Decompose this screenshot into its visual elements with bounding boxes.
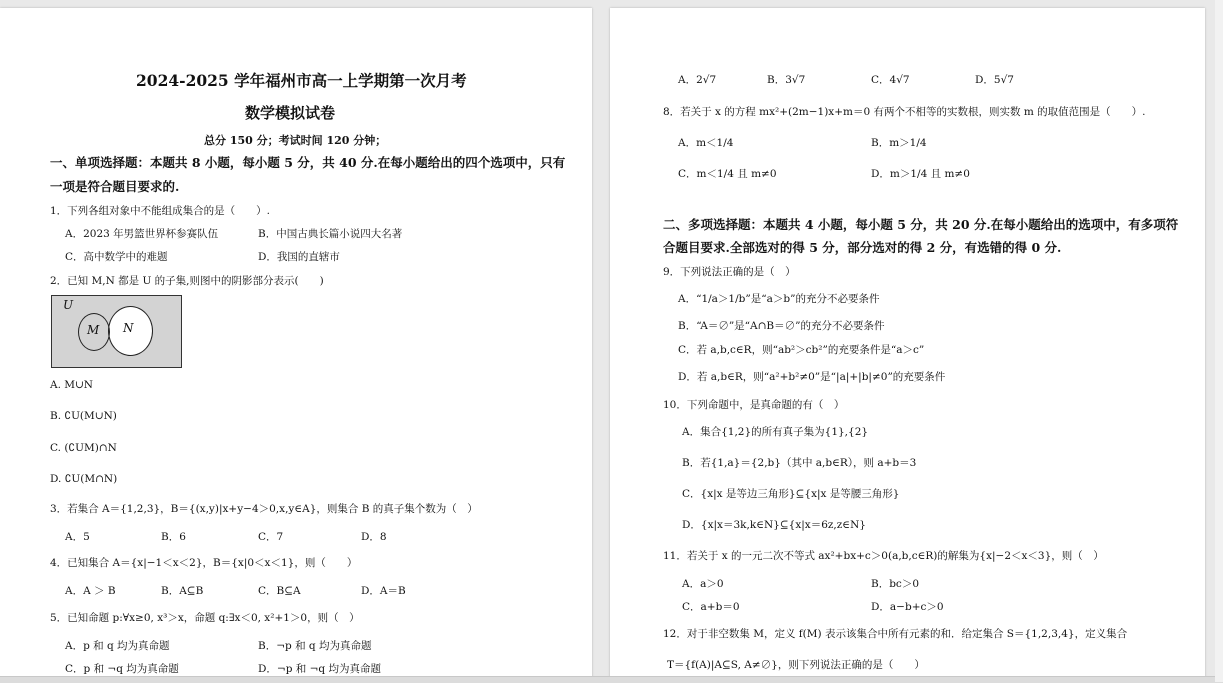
q10-option-b: B．若{1,a}＝{2,b}（其中 a,b∈R），则 a+b＝3: [682, 457, 917, 469]
venn-label-n: N: [123, 321, 134, 335]
q10-option-c: C．{x|x 是等边三角形}⊆{x|x 是等腰三角形}: [682, 488, 900, 500]
question-1: 1．下列各组对象中不能组成集合的是（ ）.: [50, 205, 271, 217]
q5-option-d: D．¬p 和 ¬q 均为真命题: [258, 663, 381, 675]
q8-option-b: B．m＞1/4: [871, 137, 927, 149]
venn-diagram: [51, 295, 182, 368]
question-12: 12．对于非空数集 M，定义 f(M) 表示该集合中所有元素的和．给定集合 S＝{1,2,3,4}，定义集合: [663, 628, 1128, 640]
exam-meta: 总分 150 分；考试时间 120 分钟；: [204, 134, 387, 147]
q10-option-a: A．集合{1,2}的所有真子集为{1},{2}: [682, 426, 869, 438]
venn-label-u: U: [63, 298, 74, 312]
q4-option-b: B．A⊆B: [161, 585, 204, 597]
q7-option-a: A．2√7: [678, 74, 717, 86]
venn-label-m: M: [87, 323, 100, 337]
q8-option-a: A．m＜1/4: [678, 137, 734, 149]
question-11: 11．若关于 x 的一元二次不等式 ax²+bx+c＞0(a,b,c∈R)的解集为{x|−2＜x＜3}，则（ ）: [663, 550, 1104, 562]
q4-option-d: D．A＝B: [361, 585, 406, 597]
q7-option-c: C．4√7: [871, 74, 910, 86]
q1-option-b: B．中国古典长篇小说四大名著: [258, 228, 403, 240]
section1-heading-line2: 一项是符合题目要求的.: [50, 179, 180, 194]
q1-option-a: A．2023 年男篮世界杯参赛队伍: [65, 228, 219, 240]
q5-option-b: B．¬p 和 q 均为真命题: [258, 640, 372, 652]
q1-option-c: C．高中数学中的难题: [65, 251, 168, 263]
q5-option-a: A．p 和 q 均为真命题: [65, 640, 170, 652]
q9-option-d: D．若 a,b∈R，则“a²+b²≠0”是“|a|+|b|≠0”的充要条件: [678, 371, 946, 383]
section2-heading-line2: 合题目要求.全部选对的得 5 分，部分选对的得 2 分，有选错的得 0 分.: [663, 240, 1062, 255]
q3-option-d: D．8: [361, 531, 387, 543]
q2-option-a: A. M∪N: [50, 379, 93, 391]
q9-option-b: B．“A＝∅”是“A∩B＝∅”的充分不必要条件: [678, 320, 885, 332]
q11-option-d: D．a−b+c＞0: [871, 601, 944, 613]
section2-heading-line1: 二、多项选择题：本题共 4 小题，每小题 5 分，共 20 分.在每小题给出的选项中，有多项符: [663, 217, 1179, 232]
question-5: 5．已知命题 p:∀x≥0, x³＞x，命题 q:∃x＜0, x²+1＞0，则（ ）: [50, 612, 360, 624]
q11-option-a: A．a＞0: [682, 578, 724, 590]
question-9: 9．下列说法正确的是（ ）: [663, 266, 796, 278]
question-10: 10．下列命题中，是真命题的有（ ）: [663, 399, 845, 411]
document-page-right: [610, 8, 1205, 682]
q7-option-d: D．5√7: [975, 74, 1014, 86]
q7-option-b: B．3√7: [767, 74, 806, 86]
q9-option-c: C．若 a,b,c∈R，则“ab²＞cb²”的充要条件是“a＞c”: [678, 344, 925, 356]
q8-option-d: D．m＞1/4 且 m≠0: [871, 168, 970, 180]
exam-subtitle: 数学模拟试卷: [245, 104, 336, 122]
question-12-line2: T＝{f(A)|A⊆S, A≠∅}，则下列说法正确的是（ ）: [667, 659, 925, 671]
q10-option-d: D．{x|x＝3k,k∈N}⊆{x|x＝6z,z∈N}: [682, 519, 866, 531]
question-4: 4．已知集合 A＝{x|−1＜x＜2}，B＝{x|0＜x＜1}，则（ ）: [50, 557, 358, 569]
q9-option-a: A．“1/a＞1/b”是“a＞b”的充分不必要条件: [678, 293, 880, 305]
question-3: 3．若集合 A＝{1,2,3}，B＝{(x,y)|x+y−4＞0,x,y∈A}，则集合 B 的真子集个数为（ ）: [50, 503, 478, 515]
question-8: 8．若关于 x 的方程 mx²+(2m−1)x+m＝0 有两个不相等的实数根，则实数 m 的取值范围是（ ）.: [663, 106, 1146, 118]
vertical-scrollbar[interactable]: [1215, 0, 1223, 682]
q2-option-b: B. ∁U(M∪N): [50, 410, 117, 422]
q3-option-a: A．5: [65, 531, 90, 543]
q2-option-d: D. ∁U(M∩N): [50, 473, 118, 485]
q8-option-c: C．m＜1/4 且 m≠0: [678, 168, 777, 180]
q3-option-b: B．6: [161, 531, 186, 543]
q3-option-c: C．7: [258, 531, 284, 543]
q1-option-d: D．我国的直辖市: [258, 251, 340, 263]
document-page-left: [0, 8, 592, 682]
question-2: 2．已知 M,N 都是 U 的子集,则图中的阴影部分表示( ): [50, 275, 324, 287]
q2-option-c: C. (∁UM)∩N: [50, 442, 117, 454]
q11-option-b: B．bc＞0: [871, 578, 919, 590]
q11-option-c: C．a+b＝0: [682, 601, 740, 613]
q5-option-c: C．p 和 ¬q 均为真命题: [65, 663, 179, 675]
section1-heading-line1: 一、单项选择题：本题共 8 小题，每小题 5 分，共 40 分.在每小题给出的四个选项中，只有: [50, 155, 566, 170]
q4-option-a: A．A ＞ B: [65, 585, 116, 597]
q4-option-c: C．B⊆A: [258, 585, 301, 597]
exam-title: 2024-2025 学年福州市高一上学期第一次月考: [136, 71, 467, 90]
